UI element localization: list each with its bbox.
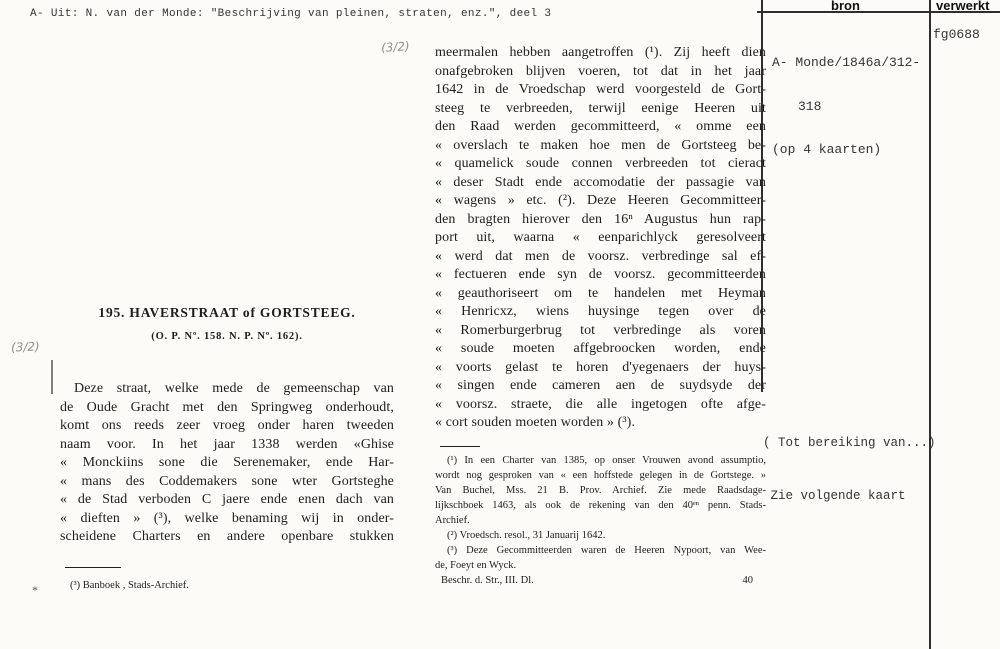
bron-value-line: 318 xyxy=(798,98,822,114)
bottom-note-line: Zie volgende kaart xyxy=(763,488,906,503)
footnote-line: lijkschboek 1463, als ook de rekening van den 40ᵉⁿ penn. Stads- xyxy=(435,499,766,511)
bottom-note-line: ( Tot bereiking van...) xyxy=(763,436,936,450)
text-line: de Oude Gracht met den Springweg onderhoudt, xyxy=(60,399,394,415)
text-line: « de Stad verboden C jaere ende enen dach van xyxy=(60,492,394,507)
bron-value-line: A- Monde/1846a/312- xyxy=(772,55,921,70)
section-subheading: (O. P. Nº. 158. N. P. Nº. 162). xyxy=(151,330,303,342)
footnote-line: (²) Vroedsch. resol., 31 Januarij 1642. xyxy=(447,529,606,541)
table-header-bron: bron xyxy=(831,0,860,13)
text-line: scheidene Charters en andere openbare stukken xyxy=(60,529,394,544)
book-right-column xyxy=(435,44,766,588)
book-signature: Beschr. d. Str., III. Dl. xyxy=(441,574,534,586)
footnote-line: (³) Deze Gecommitteerden waren de Heeren Nypoort, van Wee- xyxy=(447,544,766,556)
book-left-column xyxy=(60,305,394,591)
handwritten-mark-left: (3/2) xyxy=(10,339,40,355)
footnote-line: Van Buchel, Mss. 21 B. Prov. Archief. Zie mede Raadsdage- xyxy=(435,484,766,496)
text-line: « mans des Coddemakers sone wter Gortsteghe xyxy=(60,473,394,489)
bron-value-line: (op 4 kaarten) xyxy=(772,142,882,157)
footnote-line: (³) Banboek , Stads-Archief. xyxy=(70,579,189,591)
text-line: « fectueren ende syn de voorsz. gecommitteerden xyxy=(435,267,766,282)
text-line: « deser Stadt ende accomodatie der passagie van xyxy=(435,174,766,190)
page-number: 40 xyxy=(742,574,753,586)
footnotes-block xyxy=(435,453,766,588)
footnote-line: de, Foeyt en Wyck. xyxy=(435,559,517,571)
asterisk-mark: * xyxy=(32,583,38,597)
section-heading: 195. HAVERSTRAAT of GORTSTEEG. xyxy=(98,305,356,320)
text-line: « Monckiins sone die Serenemaker, ende Har- xyxy=(60,455,394,470)
text-line: « overslach te maken hoe men de Gortsteeg be- xyxy=(435,137,766,153)
text-line: « dieften » (³), welke benaming wij in onder- xyxy=(60,510,394,526)
text-line: den Raad werden gecommitteerd, « omme een xyxy=(435,119,766,134)
text-line: « quamelick soude connen verbreeden tot cieract xyxy=(435,156,766,171)
text-line: komt ons reeds zeer vroeg onder haren tweeden xyxy=(60,418,394,433)
footnote-line: (¹) In een Charter van 1385, op onser Vrouwen avond assumptio, xyxy=(447,454,766,466)
bron-cell xyxy=(772,27,920,187)
table-border-middle xyxy=(929,0,931,649)
text-line: onafgebroken blijven voeren, tot dat in het jaar xyxy=(435,63,766,79)
text-line: « Henricxz, wiens huysinge tegen over de xyxy=(435,304,766,319)
left-paragraph xyxy=(60,380,394,547)
text-line: « singen ende cameren aen de suydsyde der xyxy=(435,378,766,393)
handwritten-mark-top: (3/2) xyxy=(380,39,411,55)
text-line: meermalen hebben aangetroffen (¹). Zij heeft dien xyxy=(435,45,766,60)
text-line: steeg te verbreeden, terwijl eenige Heeren uit xyxy=(435,100,766,116)
footnote-separator xyxy=(65,567,121,568)
footnote-footer xyxy=(435,573,753,588)
text-line: port uit, waarna « eenparichlyck geresolveert xyxy=(435,230,766,245)
text-line: 1642 in de Vroedschap werd voorgesteld de Gort- xyxy=(435,82,766,97)
source-annotation: A- Uit: N. van der Monde: "Beschrijving van pleinen, straten, enz.", deel 3 xyxy=(30,8,552,20)
scan-edge-artifact xyxy=(51,360,53,394)
text-line: « voorts gelast te horen d'yegenaers der huys- xyxy=(435,359,766,375)
text-line: den bragten hierover den 16ⁿ Augustus hun rap- xyxy=(435,211,766,227)
text-line: « werd dat men de voorsz. verbredinge sal ef- xyxy=(435,248,766,264)
text-line: « Romerburgerbrug tot verbredinge als voren xyxy=(435,322,766,338)
text-line: Deze straat, welke mede de gemeenschap van xyxy=(74,381,394,396)
text-line: « wagens » etc. (²). Deze Heeren Gecommitteer- xyxy=(435,193,766,208)
text-line: « cort souden moeten worden » (³). xyxy=(435,415,636,430)
footnote-line: Archief. xyxy=(435,514,470,526)
table-header-verwerkt: verwerkt xyxy=(936,0,990,13)
footnote-separator xyxy=(440,446,480,447)
text-line: « voorsz. straete, die alle ingetogen ofte afge- xyxy=(435,396,766,412)
verwerkt-value: fg0688 xyxy=(933,27,980,42)
text-line: naam voor. In het jaar 1338 werden «Ghise xyxy=(60,436,394,452)
text-line: « soude moeten affgebroocken worden, ende xyxy=(435,341,766,356)
text-line: « geauthoriseert om te handelen met Heyman xyxy=(435,285,766,301)
bottom-note xyxy=(763,400,936,540)
footnote-line: wordt nog gesproken van « een hoffstede gelegen in de Gortstege. » xyxy=(435,469,766,481)
